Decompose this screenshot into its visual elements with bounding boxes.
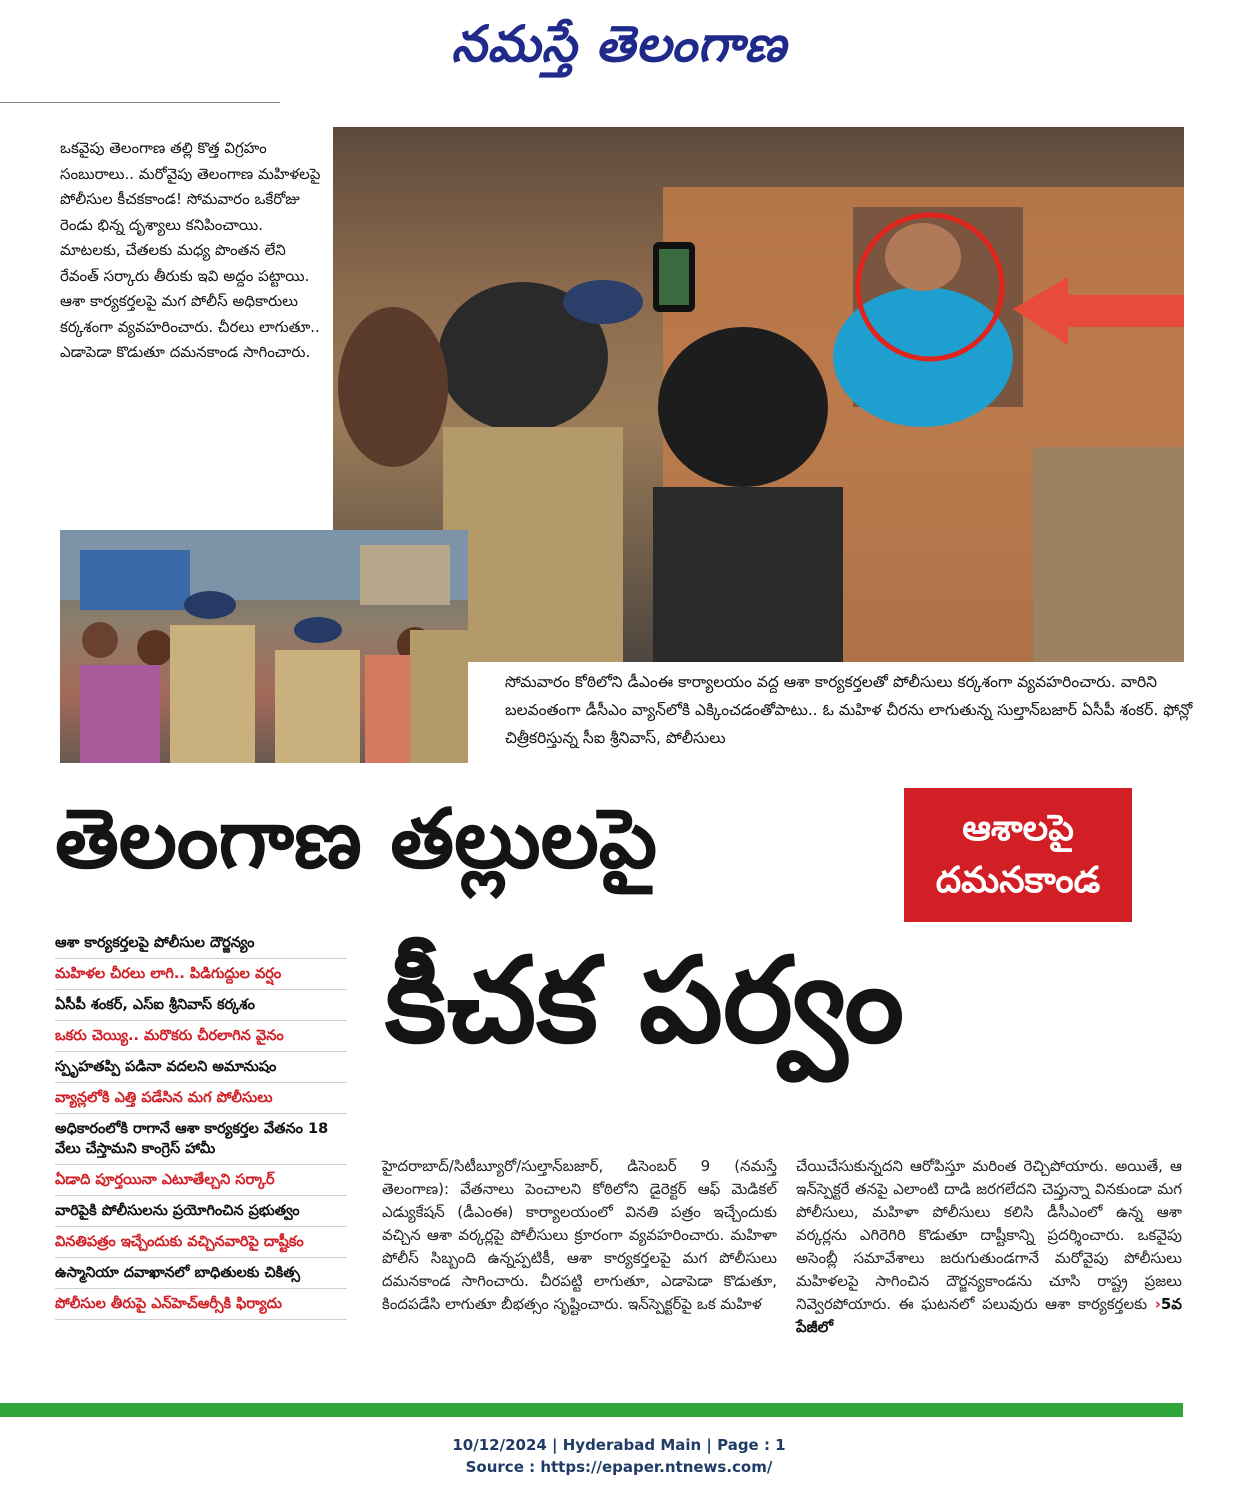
deck-item: అధికారంలోకి రాగానే ఆశా కార్యకర్తల వేతనం 18 వేలు చేస్తామని కాంగ్రెస్ హామీ: [55, 1114, 347, 1165]
deck-item: స్పృహతప్పి పడినా వదలని అమానుషం: [55, 1052, 347, 1083]
article-body-column-1: హైదరాబాద్/సిటీబ్యూరో/సుల్తాన్‌బజార్, డిసెంబర్ 9 (నమస్తే తెలంగాణ): వేతనాలు పెంచాలని కోఠిలోని డైరెక్టర్ ఆఫ్ మెడికల్ ఎడ్యుకేషన్ (డీఎంఈ) కార్యాలయంలో వినతి పత్రం ఇచ్చేందుకు వచ్చిన ఆశా వర్కర్లపై పోలీసులు క్రూరంగా వ్యవహరించారు. మహిళా పోలీస్ సిబ్బంది ఉన్నప్పటికీ, ఆశా కార్యకర్తలపై మగ పోలీసులు దమనకాండ సాగించారు. చీరపట్టి లాగుతూ, ఎడాపెడా కొడుతూ, కిందపడేసి లాగుతూ బీభత్సం సృష్టించారు. ఇన్‌స్పెక్టర్‌పై ఒక మహిళ: [382, 1157, 777, 1313]
newspaper-logo: నమస్తే తెలంగాణ: [451, 14, 787, 73]
masthead: [0, 0, 1238, 100]
deck-item: ఆశా కార్యకర్తలపై పోలీసుల దౌర్జన్యం: [55, 928, 347, 959]
source-link[interactable]: Source : https://epaper.ntnews.com/: [465, 1458, 773, 1476]
edition-info: 10/12/2024 | Hyderabad Main | Page : 1: [452, 1436, 786, 1454]
deck-list: [55, 928, 347, 1320]
deck-item: ఏడాది పూర్తయినా ఎటూతేల్చని సర్కార్: [55, 1165, 347, 1196]
headline-line-1: తెలంగాణ తల్లులపై: [55, 792, 658, 887]
crowd-scene: [60, 530, 468, 763]
protest-crowd-photo: [60, 530, 468, 763]
deck-item: ఒకరు చెయ్యి.. మరొకరు చీరలాగిన వైనం: [55, 1021, 347, 1052]
deck-item: వినతిపత్రం ఇచ్చేందుకు వచ్చినవారిపై దాష్టీకం: [55, 1227, 347, 1258]
article-body-column-2: [796, 1155, 1182, 1339]
headline-line-2: కీచక పర్వం: [385, 931, 905, 1069]
deck-item: ఉస్మానియా దవాఖానలో బాధితులకు చికిత్స: [55, 1258, 347, 1289]
deck-item: వ్యాన్లలోకి ఎత్తి పడేసిన మగ పోలీసులు: [55, 1083, 347, 1114]
continue-arrow-icon: ›: [1154, 1295, 1161, 1313]
footer-green-bar: [0, 1403, 1183, 1417]
masthead-divider: [0, 102, 280, 103]
deck-item: మహిళల చీరలు లాగి.. పిడిగుద్దుల వర్షం: [55, 959, 347, 990]
deck-item: పోలీసుల తీరుపై ఎన్‌హెచ్ఆర్సీకి ఫిర్యాదు: [55, 1289, 347, 1320]
photo-caption: సోమవారం కోఠిలోని డీఎంఈ కార్యాలయం వద్ద ఆశా కార్యకర్తలతో పోలీసులు కర్కశంగా వ్యవహరించారు. వారిని బలవంతంగా డీసీఎం వ్యాన్‌లోకి ఎక్కించడంతోపాటు.. ఓ మహిళ చీరను లాగుతున్న సుల్తాన్‌బజార్ ఏసీపీ శంకర్. ఫోన్లో చిత్రీకరిస్తున్న సీఐ శ్రీనివాస్, పోలీసులు: [505, 673, 1193, 747]
continue-label: 5వ పేజీలో: [796, 1295, 1182, 1336]
article-body-column-2-text: చేయిచేసుకున్నదని ఆరోపిస్తూ మరింత రెచ్చిపోయారు. అయితే, ఆ ఇన్‌స్పెక్టరే తనపై ఎలాంటి దాడి జరగలేదని చెప్తున్నా వినకుండా మగ పోలీసులు, మహిళా పోలీసులు కలిసి డీసీఎంలో ఉన్న ఆశా వర్కర్లను ఎగిరెగిరి కొడుతూ దాష్టీకాన్ని ప్రదర్శించారు. ఒకవైపు అసెంబ్లీ సమావేశాలు జరుగుతుండగానే మరోవైపు పోలీసులు మహిళలపై సాగించిన దౌర్జన్యకాండను చూసి రాష్ట్ర ప్రజలు నివ్వెరపోయారు. ఈ ఘటనలో పలువురు ఆశా కార్యకర్తలకు: [796, 1157, 1182, 1313]
red-box-line-1: ఆశాలపై: [962, 808, 1074, 849]
red-box-line-2: దమనకాండ: [935, 860, 1101, 901]
red-highlight-box: [904, 788, 1132, 922]
deck-item: ఏసీపీ శంకర్, ఎస్‌ఐ శ్రీనివాస్ కర్కశం: [55, 990, 347, 1021]
deck-item: వారిపైకి పోలీసులను ప్రయోగించిన ప్రభుత్వం: [55, 1196, 347, 1227]
intro-paragraph: ఒకవైపు తెలంగాణ తల్లి కొత్త విగ్రహం సంబురాలు.. మరోవైపు తెలంగాణ మహిళలపై పోలీసుల కీచకకాండ! సోమవారం ఒకేరోజు రెండు భిన్న దృశ్యాలు కనిపించాయి. మాటలకు, చేతలకు మధ్య పొంతన లేని రేవంత్ సర్కారు తీరుకు ఇవి అద్దం పట్టాయి. ఆశా కార్యకర్తలపై మగ పోలీస్ అధికారులు కర్కశంగా వ్యవహరించారు. చీరలు లాగుతూ.. ఎడాపెడా కొడుతూ దమనకాండ సాగించారు.: [60, 139, 321, 361]
